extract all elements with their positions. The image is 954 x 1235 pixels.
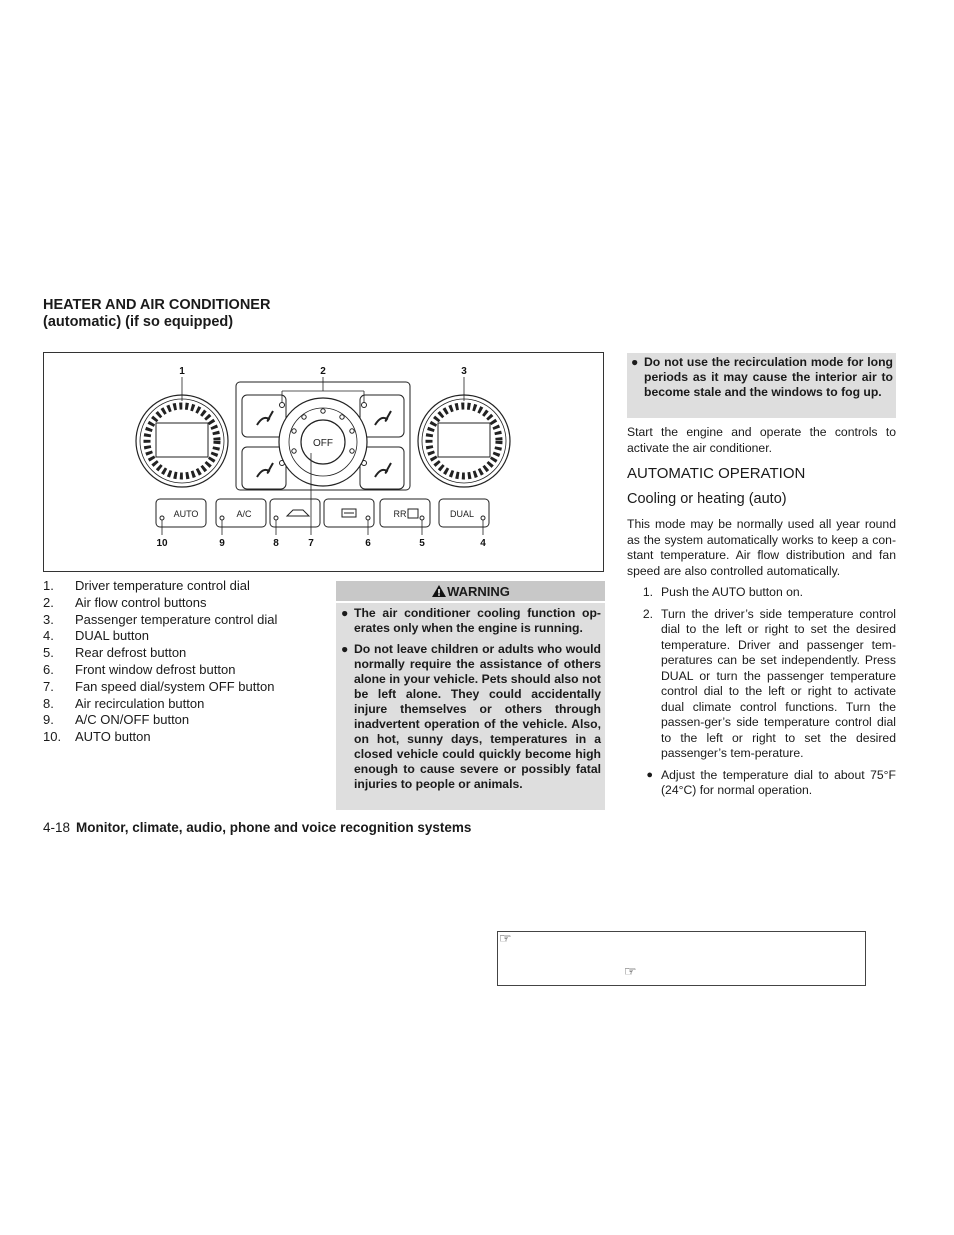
reference-box (497, 931, 866, 986)
auto-steps-list (627, 585, 896, 805)
section-title-sub: (automatic) (if so equipped) (43, 314, 234, 330)
legend-item: 4. DUAL button (43, 628, 149, 644)
warning-title: WARNING (447, 584, 510, 599)
callout-number: 10 (156, 538, 168, 549)
callout-number: 6 (365, 538, 371, 549)
callout-number: 7 (308, 538, 314, 549)
step-item: 2. Turn the driver’s side temperature control dial to the left or right to set the desired temperature. Driver and passenger tem-peratures can be set independently. Press DUAL or turn the passenger temperature control dial to the left or right to activate dual climate control functions. Turn the passen-ger’s side temperature control dial to the left or right to set the desired passenger’s tem-perature. (642, 606, 896, 760)
driver-temperature-dial (136, 395, 228, 487)
button-row (156, 499, 489, 527)
figure-legend (43, 578, 333, 746)
bullet-icon: ● (646, 768, 653, 781)
bullet-icon: ● (631, 355, 639, 369)
pointing-hand-icon: ☞ (499, 930, 512, 946)
ac-button-label: A/C (236, 509, 252, 519)
warning-triangle-icon (431, 584, 447, 598)
section-title (43, 297, 270, 331)
fan-speed-dial (279, 398, 367, 486)
climate-control-figure (43, 352, 604, 572)
recirculation-note: ● Do not use the recirculation mode for long periods as it may cause the interior air to become stale and the windows to fog up. (627, 353, 896, 418)
cooling-heating-subheading: Cooling or heating (auto) (627, 491, 787, 507)
legend-item: 7. Fan speed dial/system OFF button (43, 678, 275, 694)
warning-body (336, 603, 605, 810)
intro-paragraph: Start the engine and operate the controls to activate the air conditioner. (627, 425, 896, 455)
legend-item: 3. Passenger temperature control dial (43, 611, 278, 627)
bullet-icon: ● (341, 606, 349, 620)
callout-number: 4 (480, 538, 486, 549)
legend-item: 5. Rear defrost button (43, 645, 187, 661)
warning-header (336, 581, 605, 601)
page-footer (43, 820, 471, 835)
rear-defrost-label: RR (393, 509, 407, 519)
legend-item: 8. Air recirculation button (43, 695, 205, 711)
legend-item: 10. AUTO button (43, 729, 151, 745)
step-item: 1. Push the AUTO button on. (642, 585, 804, 599)
callout-number: 9 (219, 538, 225, 549)
callout-number: 3 (461, 366, 467, 377)
legend-item: 2. Air flow control buttons (43, 594, 207, 610)
callout-number: 8 (273, 538, 279, 549)
dual-button-label: DUAL (449, 509, 475, 519)
legend-item: 1. Driver temperature control dial (43, 578, 250, 593)
passenger-temperature-dial (418, 395, 510, 487)
auto-mode-description: This mode may be normally used all year round as the system automatically works to keep a con-stant temperature. Air flow distribution and fan speed are also controlled automatically. (627, 517, 896, 578)
chapter-title: Monitor, climate, audio, phone and voice recognition systems (76, 820, 472, 835)
pointing-hand-icon: ☞ (624, 963, 637, 979)
automatic-operation-heading: AUTOMATIC OPERATION (627, 465, 806, 482)
warning-item: ● Do not leave children or adults who would normally require the assistance of others alone in your vehicle. Pets should also not be left alone. They could accidentally injure themselves or others through inadvertent operation of the vehicle. Also, on hot, sunny days, temperatures in a closed vehicle could quickly become high enough to cause severe or possibly fatal injuries to people or animals. (341, 642, 601, 791)
warning-item: ● The air conditioner cooling function op-erates only when the engine is running. (341, 606, 601, 635)
callout-number: 2 (320, 366, 326, 377)
bullet-icon: ● (341, 642, 349, 656)
section-title-main: HEATER AND AIR CONDITIONER (43, 297, 271, 313)
auto-button-label: AUTO (173, 509, 199, 519)
page-number: 4-18 (43, 820, 71, 835)
legend-item: 6. Front window defrost button (43, 661, 236, 677)
off-button-label: OFF (313, 438, 333, 449)
bullet-item: ● Adjust the temperature dial to about 75°F (24°C) for normal operation. (627, 768, 896, 799)
control-panel-illustration (44, 353, 605, 573)
callout-number: 1 (179, 366, 185, 377)
legend-item: 9. A/C ON/OFF button (43, 712, 190, 728)
callout-number: 5 (419, 538, 425, 549)
